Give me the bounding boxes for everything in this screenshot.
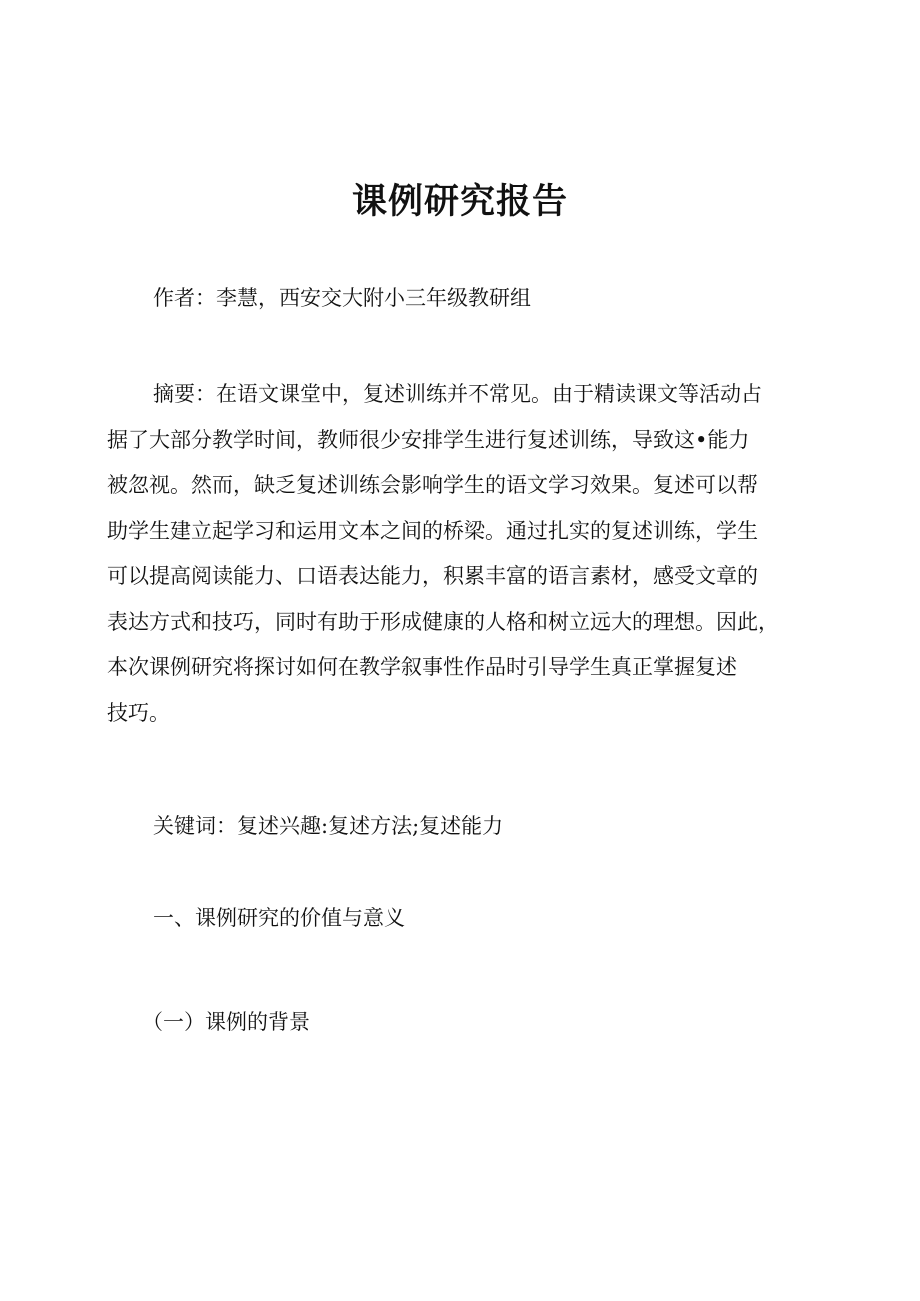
document-title: 课例研究报告 (351, 182, 568, 222)
abstract-line: 本次课例研究将探讨如何在教学叙事性作品时引导学生真正掌握复述 (107, 655, 737, 679)
abstract-paragraph (107, 372, 827, 736)
abstract-line: 表达方式和技巧，同时有助于形成健康的人格和树立远大的理想。因此， (107, 609, 779, 634)
abstract-line: 被忽视。然而，缺乏复述训练会影响学生的语文学习效果。复述可以帮 (107, 473, 758, 497)
keywords-line: 关键词：复述兴趣:复述方法;复述能力 (153, 814, 504, 838)
section-heading: 一、课例研究的价值与意义 (153, 906, 405, 930)
abstract-line: 助学生建立起学习和运用文本之间的桥梁。通过扎实的复述训练，学生 (107, 518, 758, 543)
author-line: 作者：李慧，西安交大附小三年级教研组 (153, 286, 531, 310)
abstract-line: 据了大部分教学时间，教师很少安排学生进行复述训练，导致这•能力 (107, 427, 750, 452)
abstract-line: 可以提高阅读能力、口语表达能力，积累丰富的语言素材，感受文章的 (107, 564, 758, 588)
abstract-line: 技巧。 (107, 700, 170, 725)
abstract-line: 摘要：在语文课堂中，复述训练并不常见。由于精读课文等活动占 (153, 382, 762, 406)
subsection-heading: （一）课例的背景 (142, 1010, 310, 1034)
